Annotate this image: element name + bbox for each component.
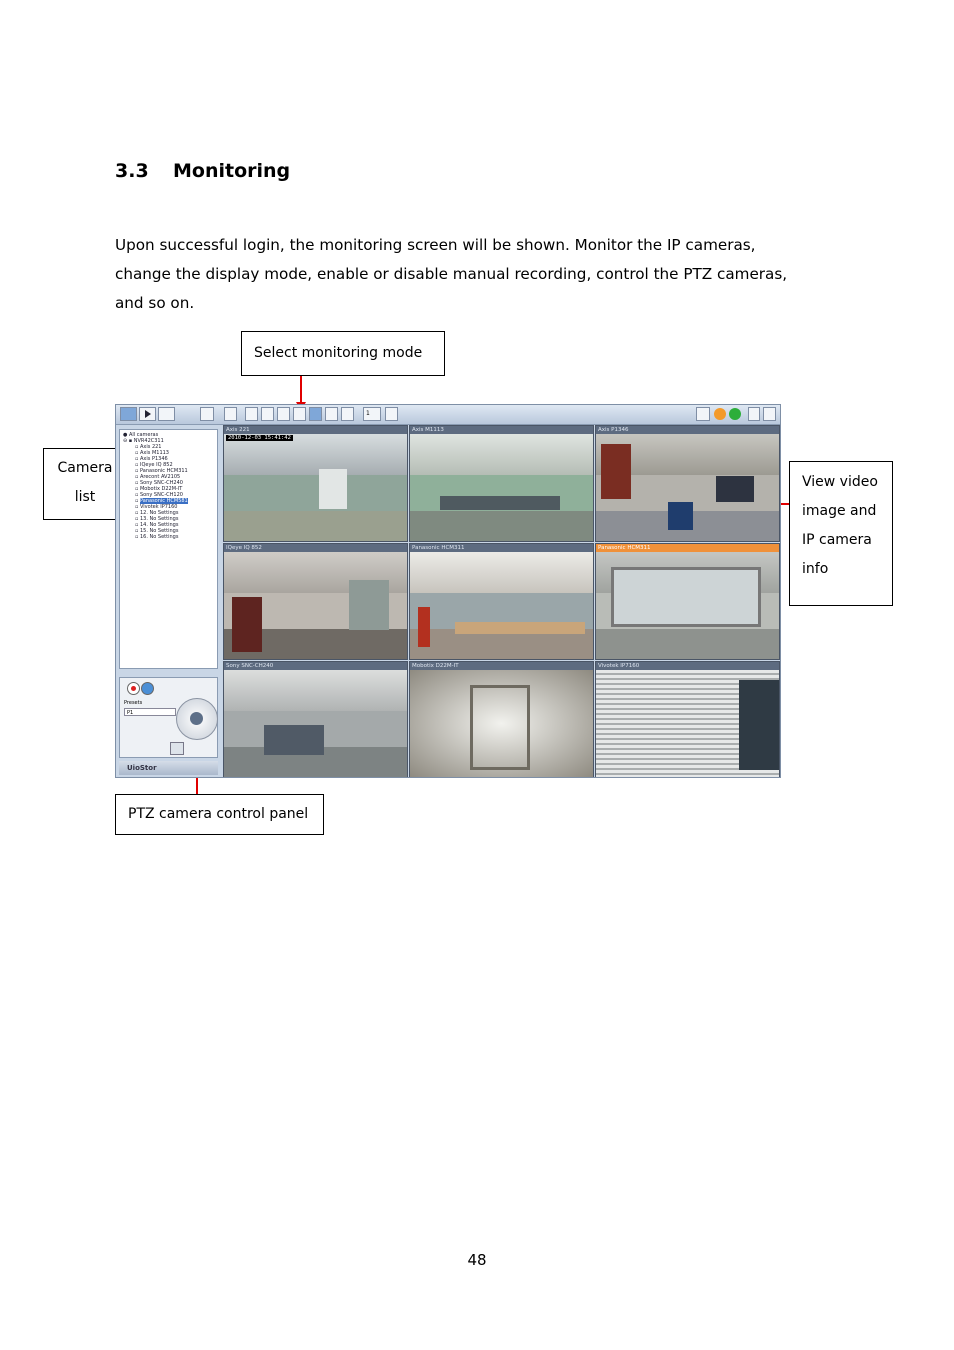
tile-title-bar: Vivotek IP7160 bbox=[596, 662, 779, 670]
monitoring-toolbar bbox=[116, 405, 780, 425]
tile-title-bar: Panasonic HCM311 bbox=[596, 544, 779, 552]
snapshot-icon[interactable] bbox=[696, 407, 710, 421]
video-tile[interactable] bbox=[595, 661, 780, 778]
layout-16-icon[interactable] bbox=[341, 407, 354, 421]
section-heading bbox=[115, 160, 290, 182]
tree-item[interactable]: ▫ 16. No Settings bbox=[135, 534, 179, 540]
tree-item[interactable]: ▫ Mobotix D22M-IT bbox=[135, 486, 183, 492]
tree-item[interactable]: ▫ Sony SNC-CH120 bbox=[135, 492, 183, 498]
video-tile[interactable] bbox=[409, 425, 594, 542]
video-tile[interactable] bbox=[223, 543, 408, 660]
tree-item[interactable]: ▫ IQeye IQ 852 bbox=[135, 462, 173, 468]
tree-item[interactable]: ▫ Axis M1113 bbox=[135, 450, 169, 456]
tree-item[interactable]: ▫ Arecont AV2105 bbox=[135, 474, 181, 480]
tree-item-selected[interactable]: ▫ Panasonic HCM581 bbox=[135, 498, 188, 504]
alarm-status-icon[interactable] bbox=[714, 408, 726, 420]
brand-logo: UioStor bbox=[119, 761, 218, 775]
video-tile[interactable] bbox=[223, 425, 408, 542]
settings-icon[interactable] bbox=[158, 407, 175, 421]
callout-select-mode bbox=[241, 331, 445, 376]
callout-view-video bbox=[789, 461, 893, 606]
monitor-mode-icon[interactable] bbox=[120, 407, 137, 421]
layout-9-icon[interactable] bbox=[309, 407, 322, 421]
layout-1-icon[interactable] bbox=[245, 407, 258, 421]
page-select[interactable] bbox=[363, 407, 381, 421]
tile-title-bar: IQeye IQ 852 bbox=[224, 544, 407, 552]
tree-item[interactable]: ▫ 13. No Settings bbox=[135, 516, 179, 522]
fullscreen-icon[interactable] bbox=[224, 407, 237, 421]
intro-paragraph bbox=[115, 231, 845, 318]
tile-timestamp: 2010-12-03 15:41:42 bbox=[228, 435, 291, 441]
ptz-preset-value: P1 bbox=[127, 710, 134, 716]
monitoring-screenshot bbox=[115, 404, 781, 778]
tree-item-all[interactable]: ● All cameras bbox=[123, 432, 159, 438]
tree-item-server[interactable]: ⊖ ▪ NVR42C311 bbox=[123, 438, 164, 444]
section-number: 3.3 bbox=[115, 160, 149, 182]
ptz-audio-icon[interactable] bbox=[141, 682, 154, 695]
callout-camera-list-line: Camera bbox=[57, 460, 113, 476]
ptz-presets-label: Presets bbox=[124, 700, 143, 706]
ptz-direction-pad[interactable] bbox=[176, 698, 218, 740]
keyboard-icon[interactable] bbox=[200, 407, 214, 421]
tree-item[interactable]: ▫ Vivotek IP7160 bbox=[135, 504, 178, 510]
info-icon[interactable] bbox=[748, 407, 760, 421]
page-select-value: 1 bbox=[366, 410, 370, 417]
layout-10-icon[interactable] bbox=[325, 407, 338, 421]
callout-ptz-panel-text: PTZ camera control panel bbox=[128, 806, 309, 822]
layout-4-icon[interactable] bbox=[261, 407, 274, 421]
user-icon[interactable] bbox=[763, 407, 776, 421]
video-tile[interactable] bbox=[409, 661, 594, 778]
layout-8-icon[interactable] bbox=[293, 407, 306, 421]
tile-title-bar: Mobotix D22M-IT bbox=[410, 662, 593, 670]
tile-title-bar: Panasonic HCM311 bbox=[410, 544, 593, 552]
callout-ptz-panel bbox=[115, 794, 324, 835]
ptz-center-icon[interactable] bbox=[190, 712, 203, 725]
paragraph-line: change the display mode, enable or disable manual recording, control the PTZ cameras, bbox=[115, 265, 788, 283]
tree-item[interactable]: ▫ 15. No Settings bbox=[135, 528, 179, 534]
callout-view-video-line: IP camera bbox=[802, 532, 872, 548]
tree-item[interactable]: ▫ 12. No Settings bbox=[135, 510, 179, 516]
ptz-control-panel bbox=[119, 677, 218, 758]
callout-view-video-line: View video bbox=[802, 474, 878, 490]
tile-title-bar: Axis M1113 bbox=[410, 426, 593, 434]
ptz-zoom-icon[interactable] bbox=[170, 742, 184, 755]
callout-camera-list-line: list bbox=[74, 489, 96, 505]
sequence-icon[interactable] bbox=[385, 407, 398, 421]
video-tile[interactable] bbox=[595, 543, 780, 660]
video-tile[interactable] bbox=[223, 661, 408, 778]
tree-item[interactable]: ▫ 14. No Settings bbox=[135, 522, 179, 528]
section-title: Monitoring bbox=[173, 160, 291, 182]
callout-view-video-line: info bbox=[802, 561, 829, 577]
video-tile[interactable] bbox=[595, 425, 780, 542]
page-number: 48 bbox=[467, 1251, 487, 1269]
paragraph-line: Upon successful login, the monitoring screen will be shown. Monitor the IP cameras, bbox=[115, 236, 756, 254]
tree-item[interactable]: ▫ Panasonic HCM311 bbox=[135, 468, 188, 474]
playback-icon[interactable] bbox=[139, 407, 156, 421]
ptz-record-icon[interactable] bbox=[127, 682, 140, 695]
tree-item[interactable]: ▫ Axis P1346 bbox=[135, 456, 168, 462]
ptz-preset-select[interactable] bbox=[124, 708, 176, 716]
layout-6-icon[interactable] bbox=[277, 407, 290, 421]
tree-item[interactable]: ▫ Axis 221 bbox=[135, 444, 162, 450]
video-tile[interactable] bbox=[409, 543, 594, 660]
tree-item[interactable]: ▫ Sony SNC-CH240 bbox=[135, 480, 183, 486]
tile-title-bar: Sony SNC-CH240 bbox=[224, 662, 407, 670]
tile-title-bar: Axis 221 bbox=[224, 426, 407, 434]
arrow-select-mode bbox=[300, 376, 302, 404]
record-status-icon[interactable] bbox=[729, 408, 741, 420]
callout-view-video-line: image and bbox=[802, 503, 877, 519]
callout-select-mode-text: Select monitoring mode bbox=[254, 345, 423, 361]
tile-title-bar: Axis P1346 bbox=[596, 426, 779, 434]
paragraph-line: and so on. bbox=[115, 294, 195, 312]
camera-tree bbox=[119, 429, 218, 669]
